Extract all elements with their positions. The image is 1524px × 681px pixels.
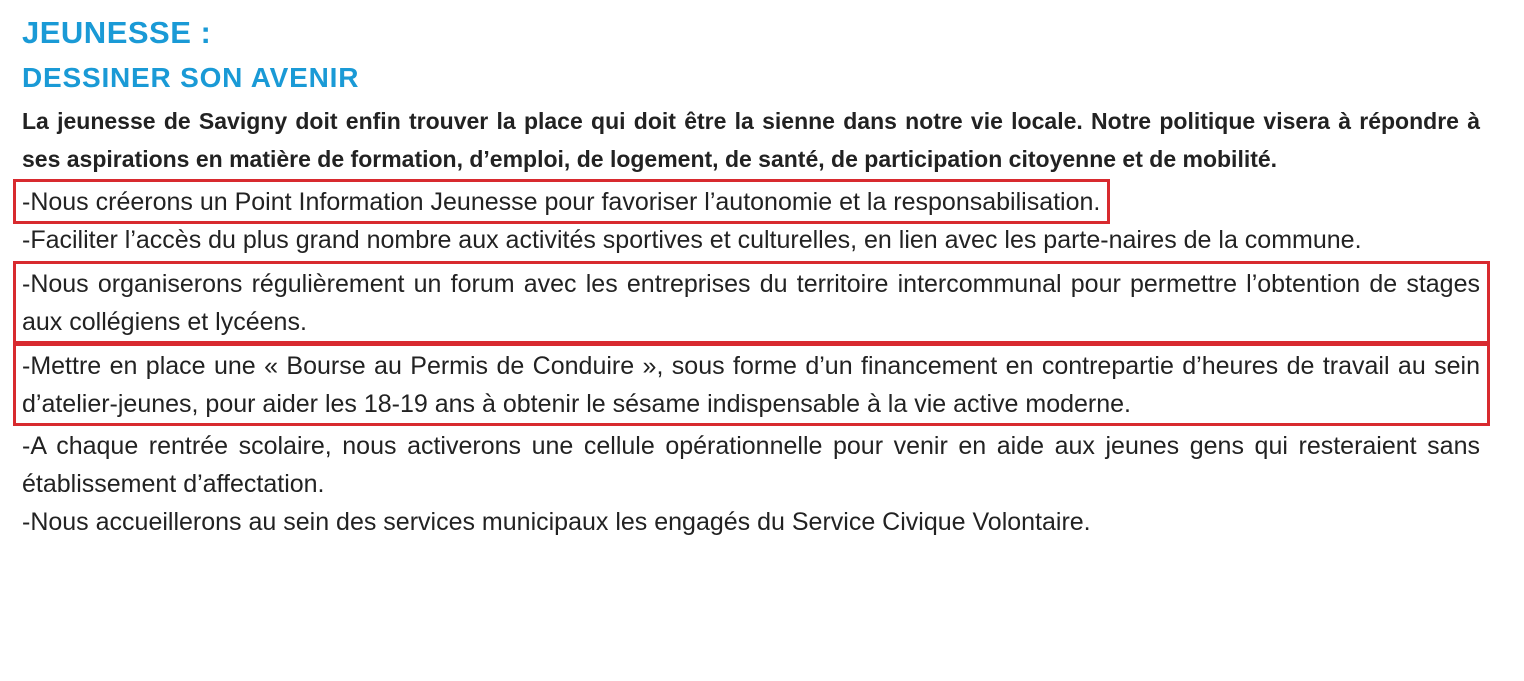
section-subtitle: DESSINER SON AVENIR <box>22 62 360 93</box>
list-item: -Mettre en place une « Bourse au Permis de Conduire », sous forme d’un financement en contrepartie d’heures de travail au sein d’atelier-jeunes, pour aider les 18-19 ans à obtenir le sésame indispensable à la vie active moderne. <box>22 347 1480 423</box>
list-item: -Nous créerons un Point Information Jeunesse pour favoriser l’autonomie et la responsabilisation. <box>22 183 1100 221</box>
section-title: JEUNESSE : <box>22 15 212 50</box>
list-item: -Nous organiserons régulièrement un forum avec les entreprises du territoire intercommunal pour permettre l’obtention de stages aux collégiens et lycéens. <box>22 265 1480 341</box>
list-item: -Faciliter l’accès du plus grand nombre aux activités sportives et culturelles, en lien avec les parte-naires de la commune. <box>22 226 1362 254</box>
list-item: -Nous accueillerons au sein des services municipaux les engagés du Service Civique Volontaire. <box>22 508 1091 536</box>
measures-list <box>22 183 1480 541</box>
intro-paragraph: La jeunesse de Savigny doit enfin trouver la place qui doit être la sienne dans notre vie locale. Notre politique visera à répondre à ses aspirations en matière de formation, d’emploi, de logement, de santé, de participation citoyenne et de mobilité. <box>22 108 1480 172</box>
document-page <box>22 14 1480 541</box>
list-item: -A chaque rentrée scolaire, nous activerons une cellule opérationnelle pour venir en aide aux jeunes gens qui resteraient sans établissement d’affectation. <box>22 432 1480 498</box>
